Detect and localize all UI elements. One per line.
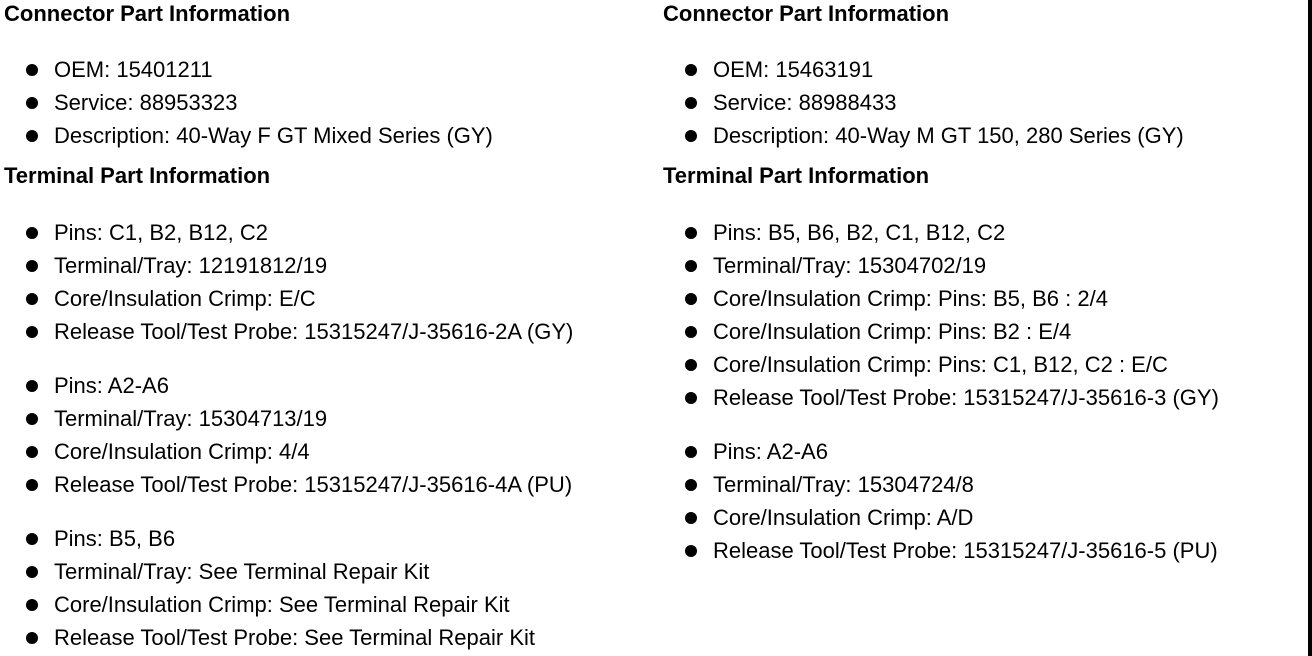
bullet-icon (26, 479, 38, 491)
list-item: Release Tool/Test Probe: 15315247/J-35616-3 (GY) (663, 381, 1219, 414)
bullet-icon (685, 512, 697, 524)
bullet-icon (26, 632, 38, 644)
list-item: Core/Insulation Crimp: See Terminal Repair Kit (4, 588, 535, 621)
list-item: Pins: B5, B6 (4, 522, 535, 555)
list-item: Description: 40-Way F GT Mixed Series (GY) (4, 119, 493, 152)
bullet-icon (685, 227, 697, 239)
list-item: Terminal/Tray: See Terminal Repair Kit (4, 555, 535, 588)
terminal-group-list (4, 369, 572, 501)
bullet-icon (26, 293, 38, 305)
terminal-group-list (4, 522, 535, 654)
bullet-icon (685, 479, 697, 491)
connector-heading: Connector Part Information (663, 1, 950, 26)
list-item: Description: 40-Way M GT 150, 280 Series (GY) (663, 119, 1184, 152)
bullet-icon (26, 64, 38, 76)
list-item: Terminal/Tray: 15304724/8 (663, 468, 1218, 501)
list-item: OEM: 15401211 (4, 53, 493, 86)
bullet-icon (26, 533, 38, 545)
terminal-group-list (663, 435, 1218, 567)
list-item: Core/Insulation Crimp: Pins: B2 : E/4 (663, 315, 1219, 348)
bullet-icon (26, 260, 38, 272)
bullet-icon (685, 359, 697, 371)
list-item: Core/Insulation Crimp: 4/4 (4, 435, 572, 468)
bullet-icon (26, 599, 38, 611)
list-item: Pins: A2-A6 (663, 435, 1218, 468)
bullet-icon (685, 326, 697, 338)
bullet-icon (685, 64, 697, 76)
list-item: Service: 88988433 (663, 86, 1184, 119)
bullet-icon (685, 392, 697, 404)
list-item: Release Tool/Test Probe: See Terminal Repair Kit (4, 621, 535, 654)
list-item: Terminal/Tray: 15304713/19 (4, 402, 572, 435)
list-item: Pins: B5, B6, B2, C1, B12, C2 (663, 216, 1219, 249)
bullet-icon (26, 413, 38, 425)
bullet-icon (685, 130, 697, 142)
list-item: Core/Insulation Crimp: Pins: C1, B12, C2 : E/C (663, 348, 1219, 381)
terminal-heading: Terminal Part Information (663, 163, 930, 188)
terminal-group-list (4, 216, 573, 348)
connector-info-list (4, 53, 493, 152)
terminal-group-list (663, 216, 1219, 414)
connector-heading: Connector Part Information (4, 1, 291, 26)
bullet-icon (26, 446, 38, 458)
list-item: Core/Insulation Crimp: Pins: B5, B6 : 2/4 (663, 282, 1219, 315)
list-item: Core/Insulation Crimp: E/C (4, 282, 573, 315)
bullet-icon (26, 130, 38, 142)
list-item: Terminal/Tray: 15304702/19 (663, 249, 1219, 282)
bullet-icon (685, 260, 697, 272)
connector-info-list (663, 53, 1184, 152)
list-item: Release Tool/Test Probe: 15315247/J-35616-5 (PU) (663, 534, 1218, 567)
list-item: Core/Insulation Crimp: A/D (663, 501, 1218, 534)
list-item: Release Tool/Test Probe: 15315247/J-35616-4A (PU) (4, 468, 572, 501)
bullet-icon (685, 293, 697, 305)
list-item: OEM: 15463191 (663, 53, 1184, 86)
list-item: Terminal/Tray: 12191812/19 (4, 249, 573, 282)
list-item: Release Tool/Test Probe: 15315247/J-35616-2A (GY) (4, 315, 573, 348)
list-item: Service: 88953323 (4, 86, 493, 119)
list-item: Pins: C1, B2, B12, C2 (4, 216, 573, 249)
bullet-icon (685, 446, 697, 458)
terminal-heading: Terminal Part Information (4, 163, 271, 188)
bullet-icon (685, 97, 697, 109)
bullet-icon (26, 326, 38, 338)
bullet-icon (685, 545, 697, 557)
list-item: Pins: A2-A6 (4, 369, 572, 402)
bullet-icon (26, 227, 38, 239)
bullet-icon (26, 97, 38, 109)
page-right-border (1308, 0, 1312, 656)
bullet-icon (26, 380, 38, 392)
bullet-icon (26, 566, 38, 578)
